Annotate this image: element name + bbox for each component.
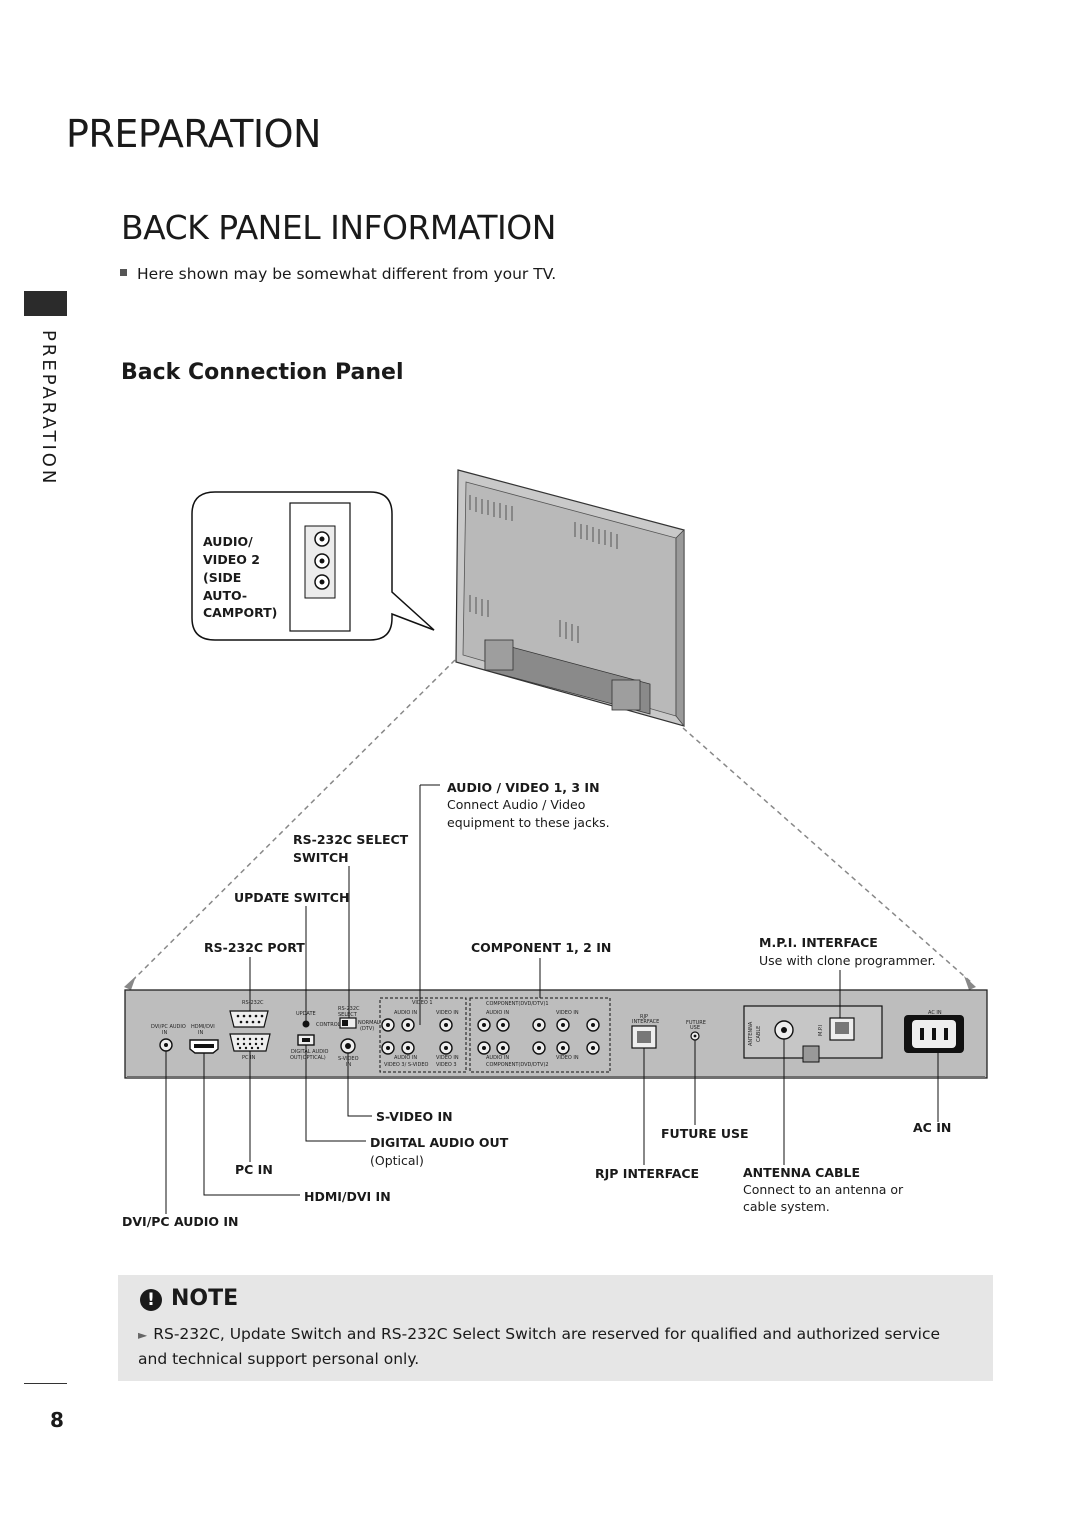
exclamation-icon: ! — [140, 1289, 162, 1311]
label-ac-in: AC IN — [913, 1120, 952, 1135]
print-mpi: M.P.I — [818, 1024, 824, 1036]
page-divider — [24, 1383, 67, 1384]
print-digital-audio-1: DIGITAL AUDIO — [291, 1049, 329, 1055]
label-audio-video-13: AUDIO / VIDEO 1, 3 IN — [447, 780, 600, 795]
print-component1: COMPONENT(DVD/DTV)1 — [486, 1001, 549, 1007]
label-side-av-1: AUDIO/ — [203, 534, 253, 549]
note-text — [138, 1322, 968, 1371]
label-rs232c-port: RS-232C PORT — [204, 940, 305, 955]
print-audio-in-4: AUDIO IN — [486, 1055, 510, 1061]
print-video-in-1: VIDEO IN — [436, 1010, 459, 1016]
print-video1: VIDEO 1 — [412, 1000, 433, 1006]
print-dvi-pc-audio-1: DVI/PC AUDIO — [151, 1024, 186, 1030]
subsection-title: Back Connection Panel — [121, 360, 404, 385]
print-future-1: FUTURE — [686, 1020, 706, 1026]
print-pc-in: PC IN — [242, 1055, 256, 1061]
label-pc-in: PC IN — [235, 1162, 273, 1177]
print-update: UPDATE — [296, 1011, 316, 1017]
label-hdmi-dvi-in: HDMI/DVI IN — [304, 1189, 391, 1204]
print-video-in-2: VIDEO IN — [436, 1055, 459, 1061]
print-audio-in-2: AUDIO IN — [394, 1055, 418, 1061]
print-rjp-2: INTERFACE — [632, 1019, 660, 1025]
label-rjp-interface: RJP INTERFACE — [595, 1166, 700, 1181]
label-update-switch: UPDATE SWITCH — [234, 890, 350, 905]
tv-rear-illustration — [456, 470, 684, 726]
print-component2: COMPONENT(DVD/DTV)2 — [486, 1062, 549, 1068]
print-svideo-1: S-VIDEO — [338, 1056, 359, 1062]
print-video3: VIDEO 3 — [436, 1062, 457, 1068]
print-rjp-1: RJP — [640, 1014, 648, 1020]
arrow-right-icon — [964, 976, 976, 990]
desc-audio-video-13-2: equipment to these jacks. — [447, 815, 610, 830]
label-side-av-5: CAMPORT) — [203, 605, 278, 620]
label-rs232c-select-2: SWITCH — [293, 850, 349, 865]
label-side-av-3: (SIDE — [203, 570, 242, 585]
note-body: RS-232C, Update Switch and RS-232C Select Switch are reserved for qualified and authorized service and technical support personal only. — [138, 1325, 941, 1368]
print-dvi-pc-audio-2: IN — [162, 1030, 168, 1036]
desc-antenna-cable-2: cable system. — [743, 1199, 830, 1214]
print-svideo-2: IN — [346, 1062, 352, 1068]
label-rs232c-select-1: RS-232C SELECT — [293, 832, 409, 847]
label-side-av-2: VIDEO 2 — [203, 552, 260, 567]
print-video-in-4: VIDEO IN — [556, 1055, 579, 1061]
intro-note-text: Here shown may be somewhat different from your TV. — [137, 265, 557, 283]
print-video-in-3: VIDEO IN — [556, 1010, 579, 1016]
label-component-12: COMPONENT 1, 2 IN — [471, 940, 612, 955]
arrow-left-icon — [124, 976, 136, 990]
label-mpi-interface: M.P.I. INTERFACE — [759, 935, 878, 950]
print-audio-in-3: AUDIO IN — [486, 1010, 510, 1016]
note-title: NOTE — [171, 1286, 239, 1311]
print-audio-in-1: AUDIO IN — [394, 1010, 418, 1016]
label-dvi-pc-audio-in: DVI/PC AUDIO IN — [122, 1214, 239, 1229]
label-digital-audio-optical: (Optical) — [370, 1153, 424, 1168]
label-side-av-4: AUTO- — [203, 588, 248, 603]
desc-mpi-interface: Use with clone programmer. — [759, 953, 936, 968]
print-hdmi-dvi-1: HDMI/DVI — [191, 1024, 215, 1030]
print-video3-svideo: VIDEO 3/ S-VIDEO — [384, 1062, 429, 1068]
print-antenna-1: ANTENNA — [748, 1021, 754, 1046]
print-rs232c-select-2: SELECT — [338, 1012, 357, 1018]
section-title: BACK PANEL INFORMATION — [121, 208, 556, 247]
print-hdmi-dvi-2: IN — [198, 1030, 204, 1036]
print-future-2: USE — [690, 1025, 700, 1031]
print-antenna-2: CABLE — [756, 1025, 762, 1042]
print-normal: NORMAL — [358, 1020, 380, 1026]
print-control: CONTROL — [316, 1022, 341, 1028]
page-number: 8 — [50, 1408, 64, 1432]
print-ac-in: AC IN — [928, 1010, 942, 1016]
print-rs232c-select-1: RS-232C — [338, 1006, 360, 1012]
print-rs232c: RS-232C — [242, 1000, 264, 1006]
print-dtv: (DTV) — [360, 1026, 375, 1032]
print-digital-audio-2: OUT(OPTICAL) — [290, 1055, 326, 1061]
page-title: PREPARATION — [66, 112, 321, 156]
label-svideo-in: S-VIDEO IN — [376, 1109, 453, 1124]
side-tab-label: PREPARATION — [38, 330, 59, 487]
label-antenna-cable: ANTENNA CABLE — [743, 1165, 861, 1180]
desc-audio-video-13-1: Connect Audio / Video — [447, 797, 586, 812]
label-digital-audio-out: DIGITAL AUDIO OUT — [370, 1135, 509, 1150]
desc-antenna-cable-1: Connect to an antenna or — [743, 1182, 904, 1197]
label-future-use: FUTURE USE — [661, 1126, 749, 1141]
note-bullet-icon: ► — [138, 1328, 148, 1342]
